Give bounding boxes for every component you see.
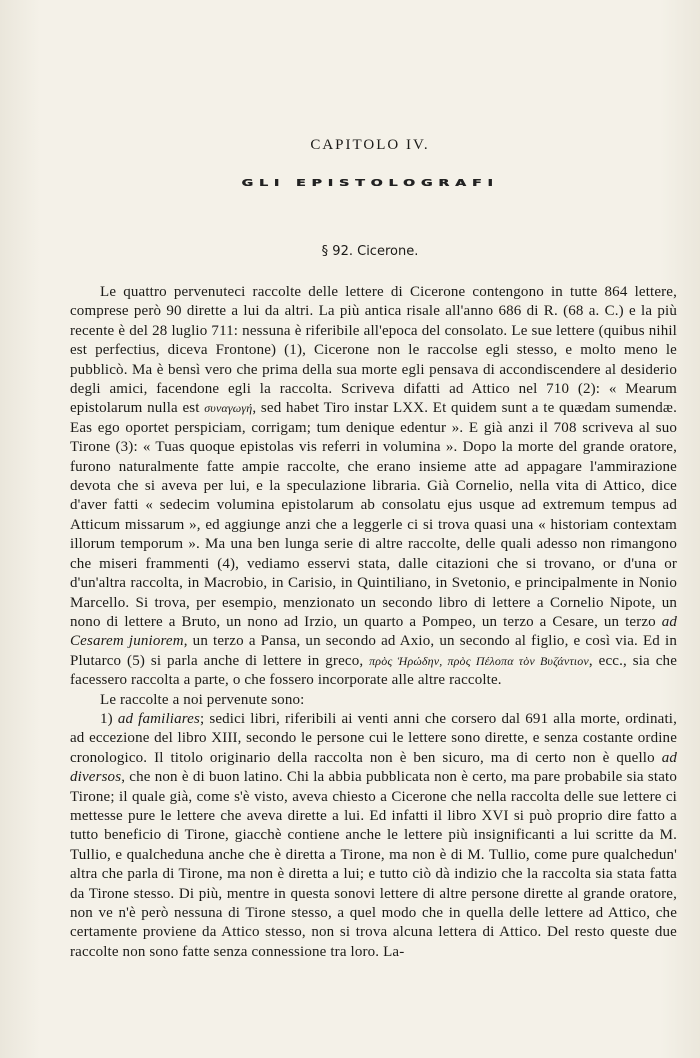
chapter-title: GLI EPISTOLOGRAFI <box>241 177 499 189</box>
section-heading: § 92. Cicerone. <box>321 244 419 259</box>
text-run: , ecc., sia che facessero raccolta a parte, o che fossero incorporate alle altre raccolte. <box>70 652 677 689</box>
paragraph <box>70 283 677 691</box>
chapter-heading: CAPITOLO IV. <box>310 137 430 153</box>
body-text <box>70 283 677 962</box>
paragraph <box>70 691 677 710</box>
paragraph <box>70 710 677 962</box>
text-run: , sed habet Tiro instar LXX. Et quidem sunt a te quædam sumendæ. Eas ego oportet perspiciam, corrigam; tum denique edentur ». E già anzi il 708 scriveva al suo Tirone (3): « Tuas quoque epistolas vis referri in volumina ». Dopo la morte del grande oratore, furono naturalmente fatte ampie raccolte, che erano insieme atte ad appagare l'ammirazione devota che si aveva per lui, e la speculazione libraria. Già Cornelio, nella vita di Attico, dice d'aver fatti « sedecim volumina epistolarum ab consolatu ejus usque ad extremum tempus ad Atticum missarum », ed aggiunge anzi che a leggerle ci si trova quasi una « historiam contextam illorum temporum ». Ma una ben lunga serie di altre raccolte, delle quali adesso non rimangono che miseri frammenti (4), vediamo esservi stata, dalle citazioni che si trovano, or d'una or d'un'altra raccolta, in Macrobio, in Carisio, in Quintiliano, in Svetonio, e principalmente in Nonio Marcello. Si trova, per esempio, menzionato un secondo libro di lettere a Cornelio Nipote, un nono di lettere a Bruto, un nono ad Irzio, un quarto a Pompeo, un terzo a Cesare, un terzo <box>70 400 677 630</box>
greek-text: συναγωγή <box>204 401 253 416</box>
text-run: , che non è di buon latino. Chi la abbia pubblicata non è certo, ma pare probabile sia stato Tirone; il quale già, come s'è visto, aveva chiesto a Cicerone che nella raccolta delle sue lettere ci mettesse pure le lettere che aveva dirette a lui. Ed infatti il libro XVI si può proprio dire fatto a tutto beneficio di Tirone, giacchè contiene anche le lettere più insignificanti a lui scritte da M. Tullio, e qualcheduna anche che è diretta a Tirone, ma non è di M. Tullio, come pure qualchedun' altra che parla di Tirone, ma non è diretta a lui; e tutto ciò dà indizio che la raccolta sia stata fatta da Tirone stesso. Di più, mentre in questa sonovi lettere di altre persone dirette al grande oratore, non ve n'è però nessuna di Tirone stesso, a quel modo che in quella delle lettere ad Attico, che certamente proviene da Attico stesso, non si trova alcuna lettera di Attico. Del resto queste due raccolte non sono fatte senza connessione tra loro. La- <box>70 769 677 960</box>
text-run: 1) <box>100 710 118 727</box>
text-run: Le raccolte a noi pervenute sono: <box>100 691 305 708</box>
text-run: Le quattro pervenuteci raccolte delle lettere di Cicerone contengono in tutte 864 lettere, comprese però 90 dirette a lui da altri. La più antica risale all'anno 686 di R. (68 a. C.) e la più recente è del 28 luglio 711: nessuna è riferibile all'epoca del consolato. Le sue lettere (quibus nihil est perfectius, diceva Frontone) (1), Cicerone non le raccolse egli stesso, e molto meno le pubblicò. Ma è bensì vero che prima della sua morte egli pensava di accondiscendere al desiderio degli amici, facendone egli la raccolta. Scriveva difatti ad Attico nel 710 (2): « Mearum epistolarum nulla est <box>70 284 677 417</box>
italic-text: ad diversos <box>70 749 677 786</box>
italic-text: ad familiares <box>117 710 200 727</box>
text-run: , un terzo a Pansa, un secondo ad Axio, un secondo al figlio, e così via. Ed in Plutarco (5) si parla anche di lettere in greco, <box>70 633 677 669</box>
text-run: ; sedici libri, riferibili ai venti anni che corsero dal 691 alla morte, ordinati, ad eccezione del libro XIII, secondo le persone cui le lettere sono dirette, e senza costante ordine cronologico. Il titolo originario della raccolta non è ben sicuro, ma di certo non è quello <box>70 710 677 766</box>
italic-text: ad Cesarem juniorem <box>70 613 677 650</box>
greek-text: πρὸς Ἡρώδην, πρὸς Πέλοπα τὸν Βυζάντιον <box>369 653 589 668</box>
